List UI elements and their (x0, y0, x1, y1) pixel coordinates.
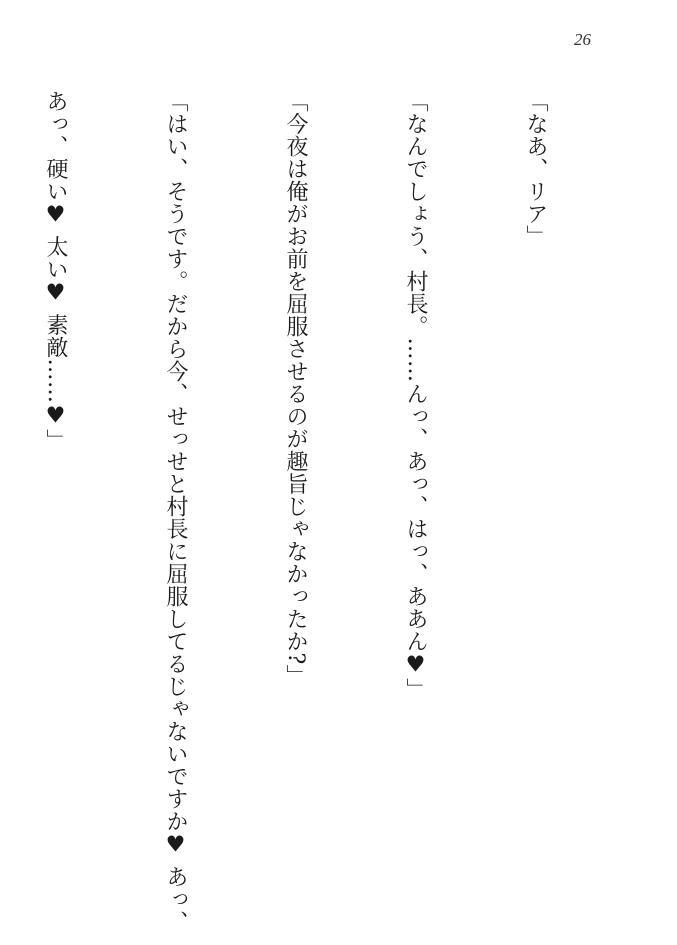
vertical-text-body (0, 90, 635, 933)
text-line: あっ、硬い♥ 太い♥ 素敵……♥」 (43, 90, 68, 452)
text-line: 「なあ、リア」 (523, 90, 548, 248)
page-number: 26 (574, 30, 591, 49)
text-line: 「今夜は俺がお前を屈服させるのが趣旨じゃなかったか?」 (283, 90, 308, 688)
text-line: 「はい、そうです。だから今、せっせと村長に屈服してるじゃないですか♥ あっ、 (163, 90, 188, 933)
text-line: 「なんでしょう、村長。……んっ、あっ、はっ、ああん♥」 (403, 90, 428, 701)
